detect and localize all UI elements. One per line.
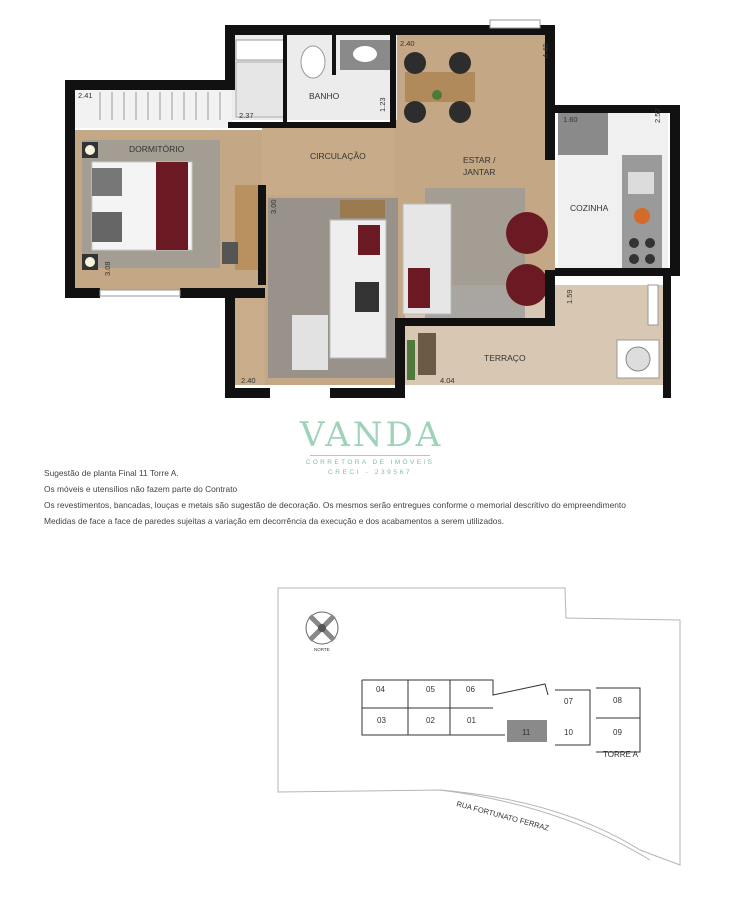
unit-07: 07 bbox=[564, 697, 573, 706]
label-banho: BANHO bbox=[309, 91, 340, 101]
unit-09: 09 bbox=[613, 728, 622, 737]
compass-icon bbox=[306, 612, 338, 644]
unit-02: 02 bbox=[426, 716, 435, 725]
label-circulacao: CIRCULAÇÃO bbox=[310, 151, 366, 161]
dim-3-00: 3.00 bbox=[269, 199, 278, 214]
unit-04: 04 bbox=[376, 685, 385, 694]
label-estar-1: ESTAR / bbox=[463, 155, 496, 165]
unit-01: 01 bbox=[467, 716, 476, 725]
unit-10: 10 bbox=[564, 728, 573, 737]
street-label: RUA FORTUNATO FERRAZ bbox=[455, 799, 550, 833]
dim-4-40: 4.40 bbox=[541, 43, 550, 58]
logo-creci: CRECI - 239567 bbox=[327, 469, 413, 476]
dim-3-08: 3.08 bbox=[103, 261, 112, 276]
logo-subtitle: CORRETORA DE IMÓVEIS bbox=[305, 459, 435, 466]
logo-name: VANDA bbox=[300, 415, 444, 455]
dim-2-40-top: 2.40 bbox=[400, 39, 415, 48]
unit-06: 06 bbox=[466, 685, 475, 694]
dim-4-04: 4.04 bbox=[440, 376, 455, 385]
dim-2-41: 2.41 bbox=[78, 91, 93, 100]
tower-label: TORRE A bbox=[603, 750, 638, 759]
unit-03: 03 bbox=[377, 716, 386, 725]
dim-2-52: 2.52 bbox=[653, 108, 662, 123]
dim-1-59: 1.59 bbox=[565, 289, 574, 304]
dim-1-23: 1.23 bbox=[378, 97, 387, 112]
unit-11: 11 bbox=[522, 728, 531, 737]
note-line-3: Os revestimentos, bancadas, louças e metais são sugestão de decoração. Os mesmos serão entregues conforme o memorial descritivo do empreendimento bbox=[44, 500, 626, 510]
compass-label: NORTE bbox=[314, 647, 330, 652]
note-line-4: Medidas de face a face de paredes sujeitas a variação em decorrência da execução e dos acabamentos a serem utilizados. bbox=[44, 516, 504, 526]
unit-05: 05 bbox=[426, 685, 435, 694]
note-line-1: Sugestão de planta Final 11 Torre A. bbox=[44, 468, 179, 478]
dim-2-40-bottom: 2.40 bbox=[241, 376, 256, 385]
dim-2-37: 2.37 bbox=[239, 111, 254, 120]
label-terraco: TERRAÇO bbox=[484, 353, 526, 363]
unit-08: 08 bbox=[613, 696, 622, 705]
label-dormitorio: DORMITÓRIO bbox=[129, 144, 185, 154]
dim-1-60: 1.60 bbox=[563, 115, 578, 124]
note-line-2: Os móveis e utensílios não fazem parte do Contrato bbox=[44, 484, 238, 494]
label-cozinha: COZINHA bbox=[570, 203, 609, 213]
building-outline bbox=[362, 680, 640, 752]
label-estar-2: JANTAR bbox=[463, 167, 496, 177]
